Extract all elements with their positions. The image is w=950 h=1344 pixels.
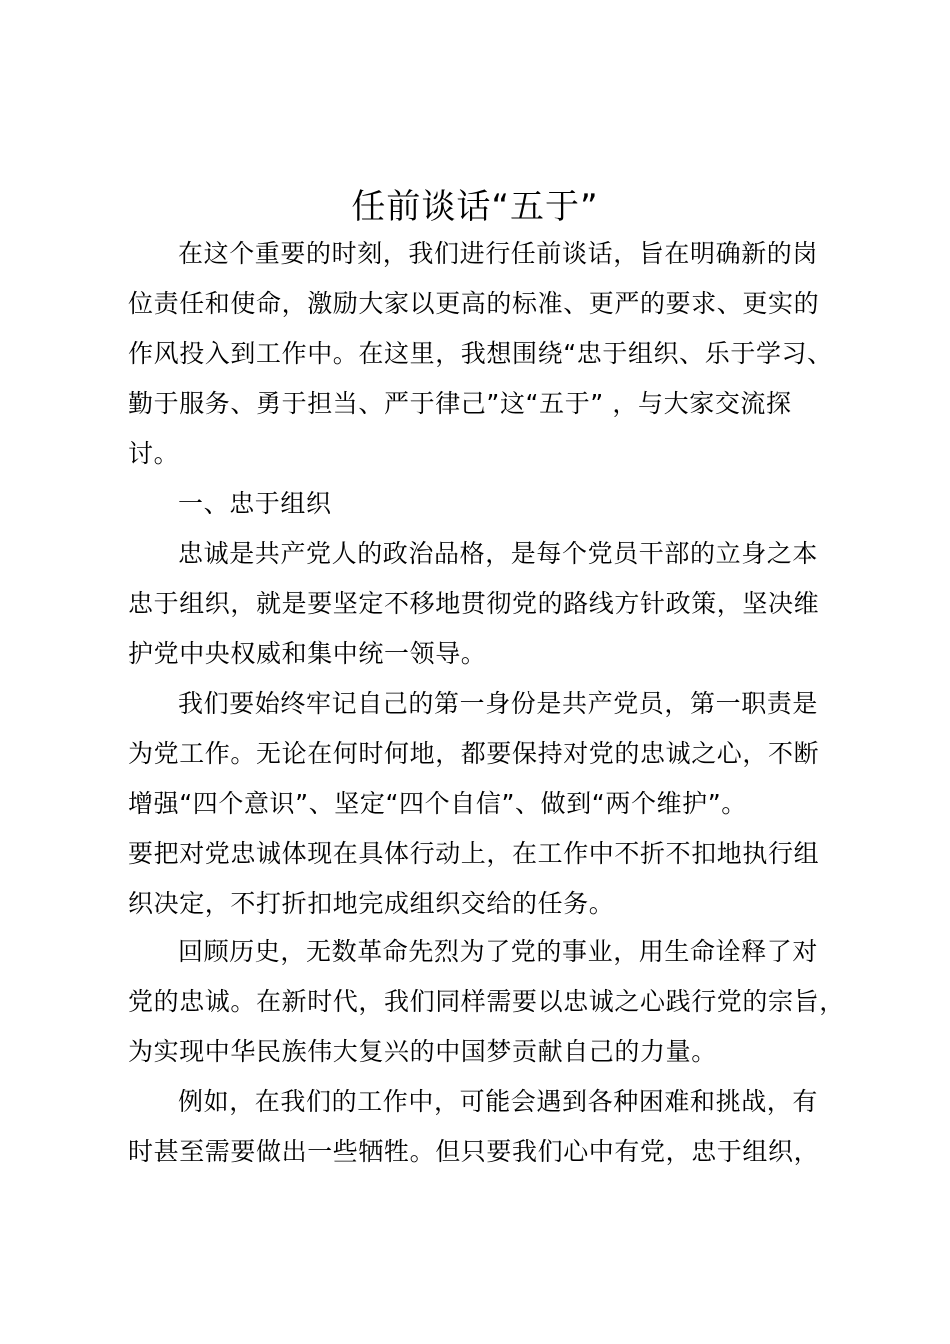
paragraph-line: 在这个重要的时刻，我们进行任前谈话，旨在明确新的岗 [178,239,819,268]
paragraph-line: 忠于组织，就是要坚定不移地贯彻党的路线方针政策，坚决维 [128,589,820,618]
paragraph-line: 讨。 [128,439,180,468]
paragraph-line: 忠诚是共产党人的政治品格，是每个党员干部的立身之本 [178,539,819,568]
document-title: 任前谈话“五于” [351,187,599,227]
paragraph-line: 要把对党忠诚体现在具体行动上，在工作中不折不扣地执行组 [128,839,820,868]
paragraph-line: 为党工作。无论在何时何地，都要保持对党的忠诚之心，不断 [128,739,820,768]
paragraph-line: 党的忠诚。在新时代，我们同样需要以忠诚之心践行党的宗旨， [128,987,845,1016]
section-heading: 一、忠于组织 [178,489,332,518]
paragraph-line: 回顾历史，无数革命先烈为了党的事业，用生命诠释了对 [178,937,819,966]
paragraph-line: 时甚至需要做出一些牺牲。但只要我们心中有党，忠于组织， [128,1137,820,1166]
paragraph-line: 增强“四个意识”、坚定“四个自信”、做到“两个维护”。 [128,789,747,818]
paragraph-line: 为实现中华民族伟大复兴的中国梦贡献自己的力量。 [128,1037,717,1066]
paragraph-line: 织决定，不打折扣地完成组织交给的任务。 [128,889,615,918]
paragraph-line: 作风投入到工作中。在这里，我想围绕“忠于组织、乐于学习、 [128,339,833,368]
paragraph-line: 位责任和使命，激励大家以更高的标准、更严的要求、更实的 [128,289,820,318]
paragraph-line: 勤于服务、勇于担当、严于律己”这“五于” ，与大家交流探 [128,389,792,418]
paragraph-line: 例如，在我们的工作中，可能会遇到各种困难和挑战，有 [178,1087,819,1116]
paragraph-line: 我们要始终牢记自己的第一身份是共产党员，第一职责是 [178,689,819,718]
paragraph-line: 护党中央权威和集中统一领导。 [128,639,487,668]
